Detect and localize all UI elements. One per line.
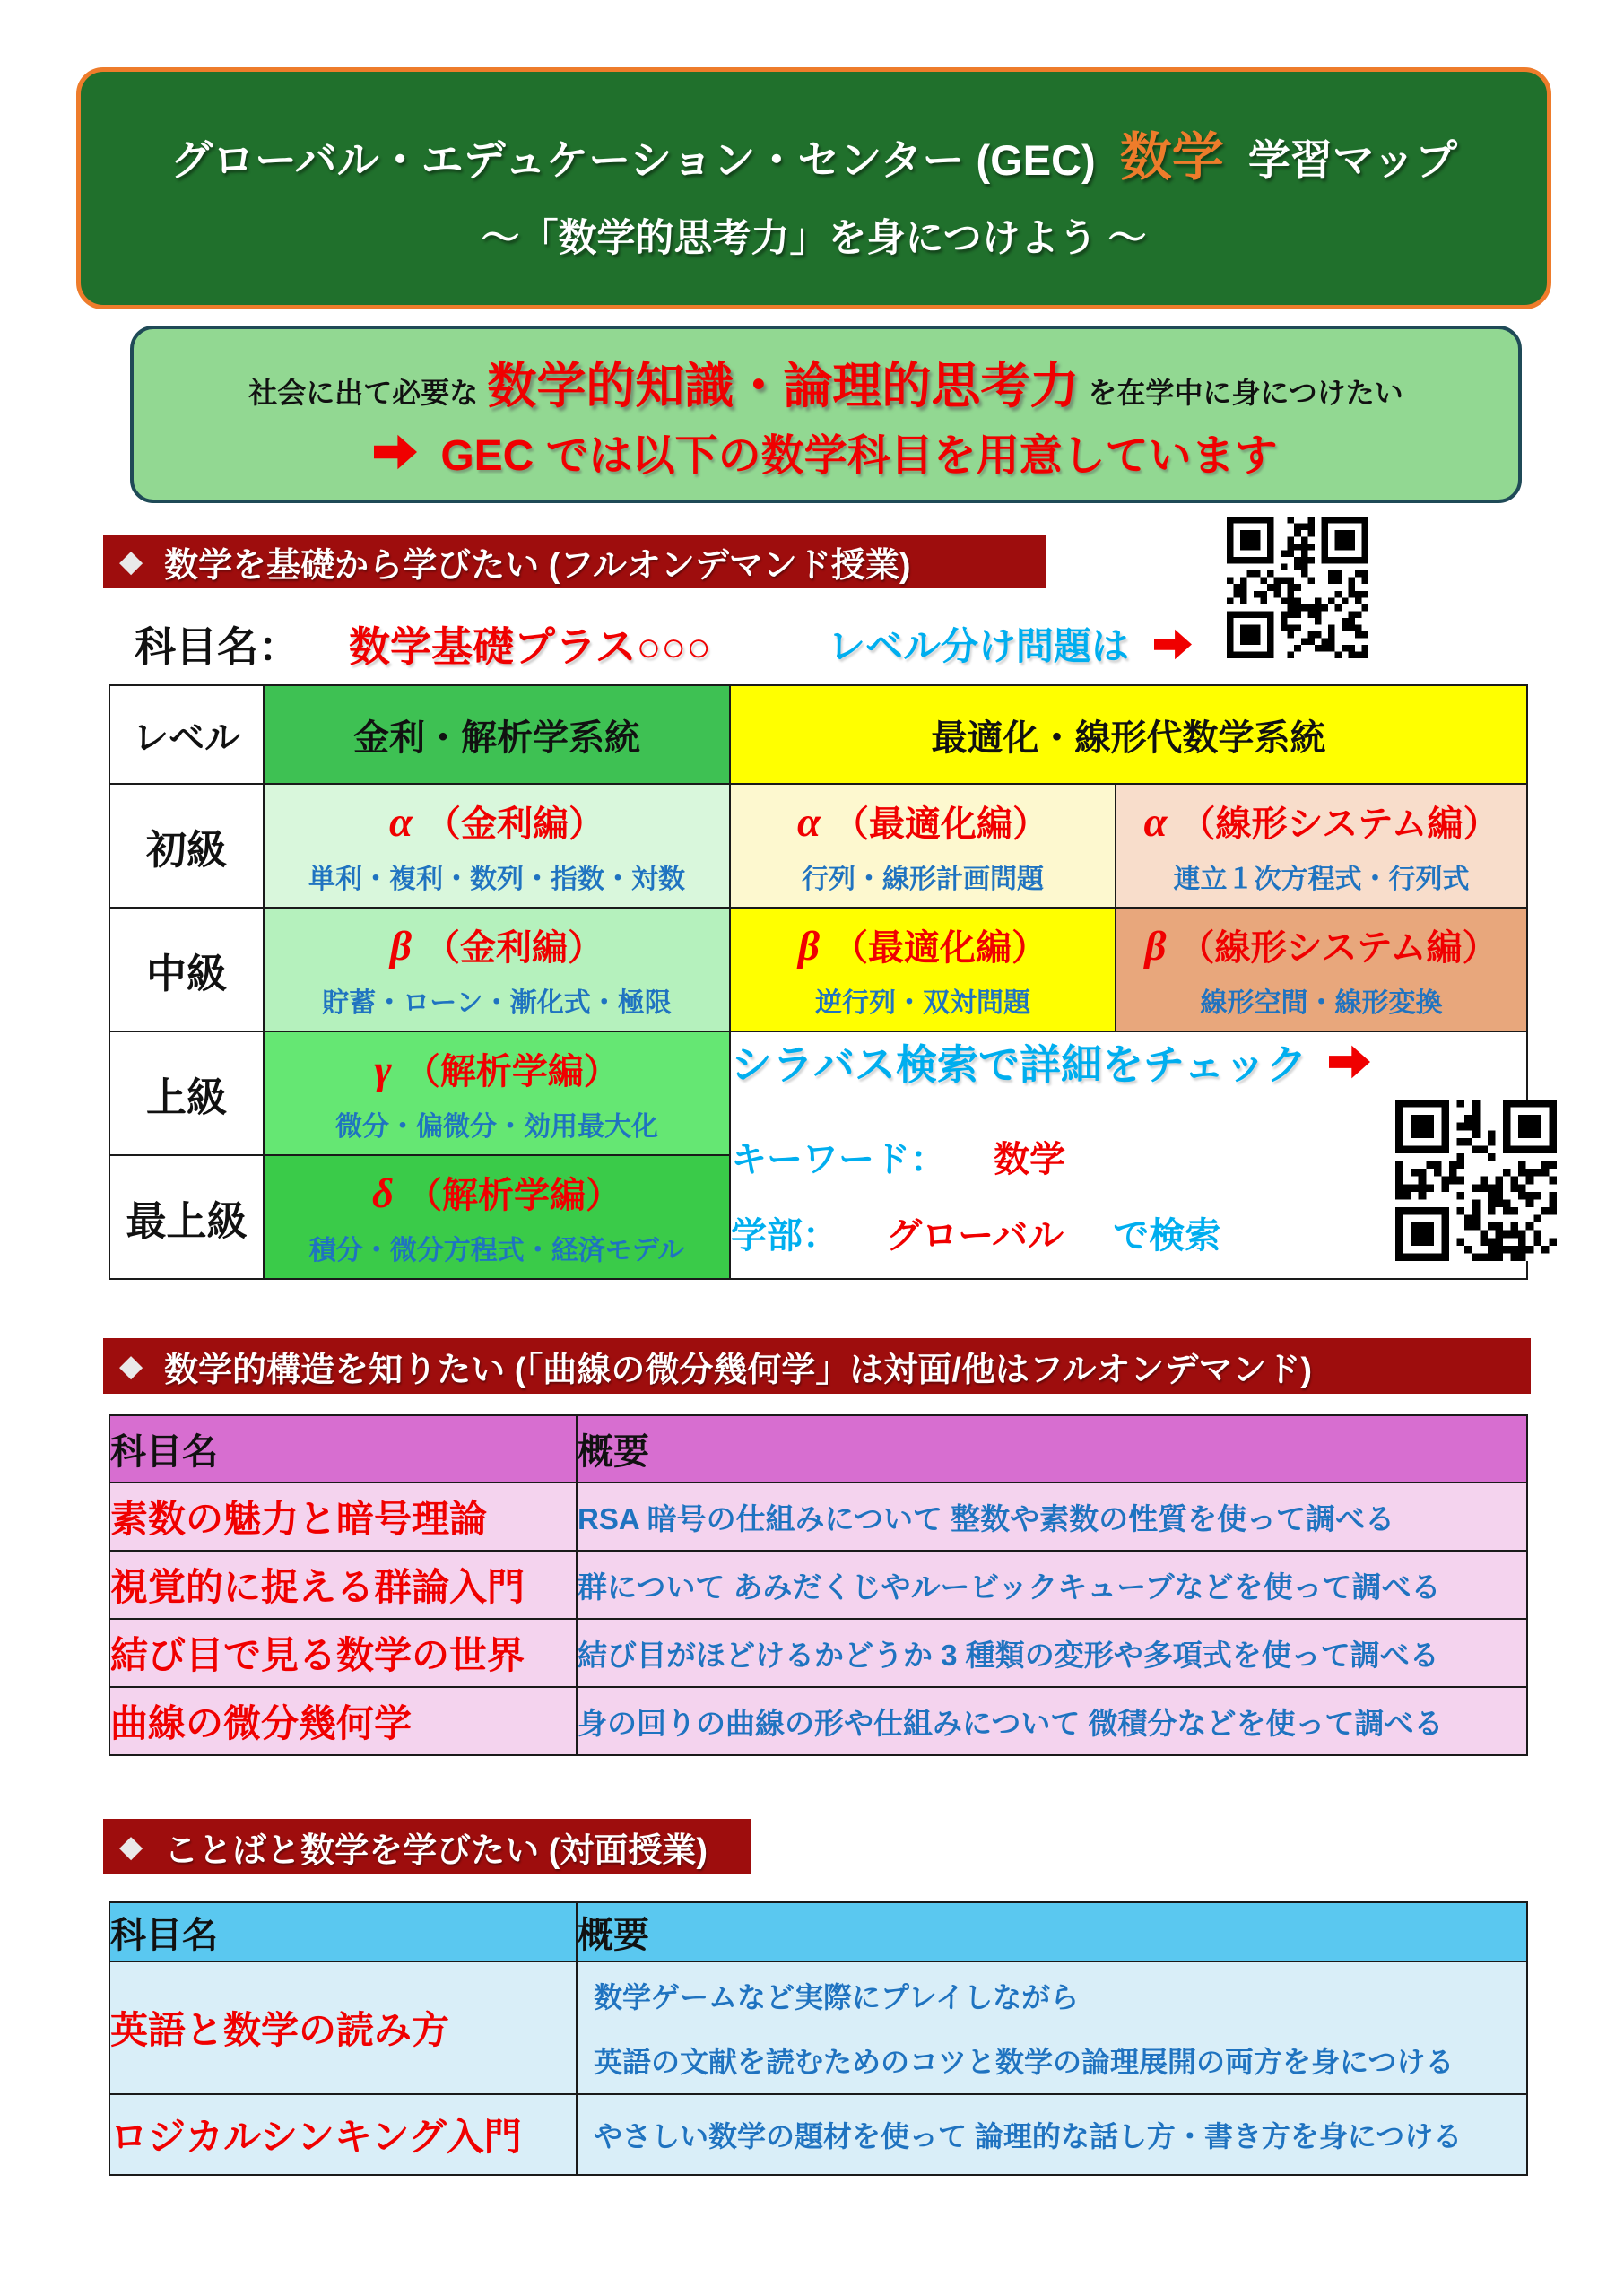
greek-letter: γ bbox=[374, 1047, 392, 1093]
course-name: 曲線の微分幾何学 bbox=[109, 1687, 577, 1755]
qr-code-level-quiz bbox=[1227, 517, 1368, 658]
table-row bbox=[109, 784, 1527, 908]
title-text-pre: グローバル・エデュケーション・センター (GEC) bbox=[170, 135, 1096, 184]
table-header-row bbox=[109, 1902, 1527, 1961]
structure-course-table bbox=[109, 1414, 1528, 1756]
course-topics: 線形空間・線形変換 bbox=[1200, 988, 1443, 1018]
level-quiz-label: レベル分け問題は bbox=[827, 625, 1129, 667]
course-summary-line: 数学ゲームなど実際にプレイしながら bbox=[594, 1981, 1080, 2013]
greek-letter: β bbox=[1144, 923, 1167, 970]
course-name-value: 数学基礎プラス○○○ bbox=[349, 623, 711, 670]
diamond-icon: ◆ bbox=[119, 1349, 143, 1383]
course-title: （金利編） bbox=[425, 804, 604, 844]
course-summary: 群について あみだくじやルービックキューブなどを使って調べる bbox=[577, 1551, 1527, 1619]
course-title: （線形システム編） bbox=[1178, 928, 1498, 968]
course-title: （解析学編） bbox=[406, 1176, 622, 1215]
course-name: 視覚的に捉える群論入門 bbox=[109, 1551, 577, 1619]
table-row bbox=[109, 1551, 1527, 1619]
course-summary-line: 英語の文献を読むためのコツと数学の論理展開の両方を身につける bbox=[594, 2046, 1455, 2078]
intro-text-post: を在学中に身につけたい bbox=[1088, 377, 1403, 409]
greek-letter: α bbox=[796, 799, 821, 846]
course-cell bbox=[1116, 784, 1527, 908]
keyword-label: キーワード： bbox=[731, 1140, 946, 1179]
section-banner-structure bbox=[103, 1338, 1531, 1394]
section-banner-basics-text: 数学を基礎から学びたい (フルオンデマンド授業) bbox=[164, 546, 911, 585]
level-label: 最上級 bbox=[109, 1155, 264, 1279]
syllabus-note bbox=[731, 1032, 1526, 1091]
section-banner-language-text: ことばと数学を学びたい (対面授業) bbox=[164, 1831, 708, 1870]
section-banner-basics bbox=[103, 535, 1046, 588]
level-label: 中級 bbox=[109, 908, 264, 1031]
greek-letter: α bbox=[388, 799, 413, 846]
course-name-label: 科目名： bbox=[135, 623, 300, 670]
intro-box bbox=[130, 326, 1522, 503]
course-name: 素数の魅力と暗号理論 bbox=[109, 1483, 577, 1551]
intro-emphasis: 数学的知識・論理的思考力 bbox=[487, 358, 1080, 413]
column-header-course: 科目名 bbox=[109, 1902, 577, 1961]
arrow-right-icon bbox=[1329, 1045, 1370, 1079]
arrow-right-icon bbox=[1154, 629, 1192, 660]
intro-text-pre: 社会に出て必要な bbox=[248, 377, 479, 409]
course-topics: 逆行列・双対問題 bbox=[815, 988, 1030, 1018]
title-line1 bbox=[170, 115, 1457, 190]
table-row bbox=[109, 1961, 1527, 2094]
table-row bbox=[109, 1619, 1527, 1687]
faculty-value: グローバル bbox=[886, 1216, 1064, 1256]
table-row bbox=[109, 1687, 1527, 1755]
arrow-right-icon bbox=[374, 434, 417, 470]
course-name-line bbox=[135, 615, 1192, 673]
greek-letter: δ bbox=[371, 1170, 395, 1217]
course-cell bbox=[264, 1031, 730, 1155]
course-topics: 単利・複利・数列・指数・対数 bbox=[308, 865, 685, 894]
language-course-table bbox=[109, 1901, 1528, 2176]
column-header-summary: 概要 bbox=[577, 1415, 1527, 1483]
course-cell bbox=[264, 908, 730, 1031]
course-summary: RSA 暗号の仕組みについて 整数や素数の性質を使って調べる bbox=[577, 1483, 1527, 1551]
column-header-summary: 概要 bbox=[577, 1902, 1527, 1961]
table-row bbox=[109, 908, 1527, 1031]
title-subtitle: ～「数学的思考力」を身につけよう ～ bbox=[481, 216, 1147, 260]
intro-line1 bbox=[248, 346, 1403, 417]
course-cell bbox=[264, 784, 730, 908]
diamond-icon: ◆ bbox=[119, 544, 143, 578]
title-text-post: 学習マップ bbox=[1247, 135, 1457, 184]
title-highlight-math: 数学 bbox=[1119, 127, 1224, 187]
section-banner-structure-text: 数学的構造を知りたい (「曲線の微分幾何学」は対面/他はフルオンデマンド) bbox=[164, 1351, 1313, 1389]
table-header-row bbox=[109, 1415, 1527, 1483]
course-name: ロジカルシンキング入門 bbox=[109, 2094, 577, 2175]
course-name: 結び目で見る数学の世界 bbox=[109, 1619, 577, 1687]
level-label: 上級 bbox=[109, 1031, 264, 1155]
course-title: （解析学編） bbox=[404, 1052, 620, 1091]
greek-letter: β bbox=[797, 923, 821, 970]
course-topics: 積分・微分方程式・経済モデル bbox=[308, 1236, 685, 1265]
title-banner bbox=[76, 67, 1551, 309]
intro-line2 bbox=[374, 421, 1277, 483]
course-summary-line: やさしい数学の題材を使って 論理的な話し方・書き方を身につける bbox=[594, 2120, 1463, 2152]
course-title: （金利編） bbox=[424, 928, 604, 968]
course-topics: 貯蓄・ローン・漸化式・極限 bbox=[322, 988, 672, 1018]
course-cell bbox=[1116, 908, 1527, 1031]
course-topics: 連立１次方程式・行列式 bbox=[1173, 865, 1470, 894]
column-header-finance: 金利・解析学系統 bbox=[264, 685, 730, 784]
intro-cta: GEC では以下の数学科目を用意しています bbox=[440, 432, 1278, 480]
greek-letter: α bbox=[1143, 799, 1168, 846]
course-cell bbox=[730, 784, 1116, 908]
column-header-optimization: 最適化・線形代数学系統 bbox=[730, 685, 1527, 784]
diamond-icon: ◆ bbox=[119, 1830, 143, 1864]
course-topics: 行列・線形計画問題 bbox=[802, 865, 1044, 894]
syllabus-note-text: シラバス検索で詳細をチェック bbox=[731, 1041, 1307, 1088]
course-summary: 身の回りの曲線の形や仕組みについて 微積分などを使って調べる bbox=[577, 1687, 1527, 1755]
keyword-value: 数学 bbox=[994, 1140, 1066, 1179]
course-summary: 結び目がほどけるかどうか 3 種類の変形や多項式を使って調べる bbox=[577, 1619, 1527, 1687]
level-course-table bbox=[109, 684, 1528, 1280]
section-banner-language bbox=[103, 1819, 751, 1874]
course-title: （最適化編） bbox=[832, 928, 1048, 968]
course-title: （最適化編） bbox=[833, 804, 1048, 844]
column-header-level: レベル bbox=[109, 685, 264, 784]
greek-letter: β bbox=[389, 923, 413, 970]
qr-code-syllabus bbox=[1395, 1100, 1557, 1261]
course-title: （線形システム編） bbox=[1179, 804, 1499, 844]
search-suffix: で検索 bbox=[1113, 1216, 1221, 1256]
table-row bbox=[109, 1031, 1527, 1155]
table-row bbox=[109, 2094, 1527, 2175]
course-name: 英語と数学の読み方 bbox=[109, 1961, 577, 2094]
course-summary bbox=[577, 1961, 1527, 2094]
course-cell bbox=[730, 908, 1116, 1031]
table-header-row bbox=[109, 685, 1527, 784]
column-header-course: 科目名 bbox=[109, 1415, 577, 1483]
level-label: 初級 bbox=[109, 784, 264, 908]
course-summary bbox=[577, 2094, 1527, 2175]
faculty-label: 学部： bbox=[731, 1216, 838, 1256]
table-row bbox=[109, 1483, 1527, 1551]
course-cell bbox=[264, 1155, 730, 1279]
course-topics: 微分・偏微分・効用最大化 bbox=[335, 1112, 658, 1142]
